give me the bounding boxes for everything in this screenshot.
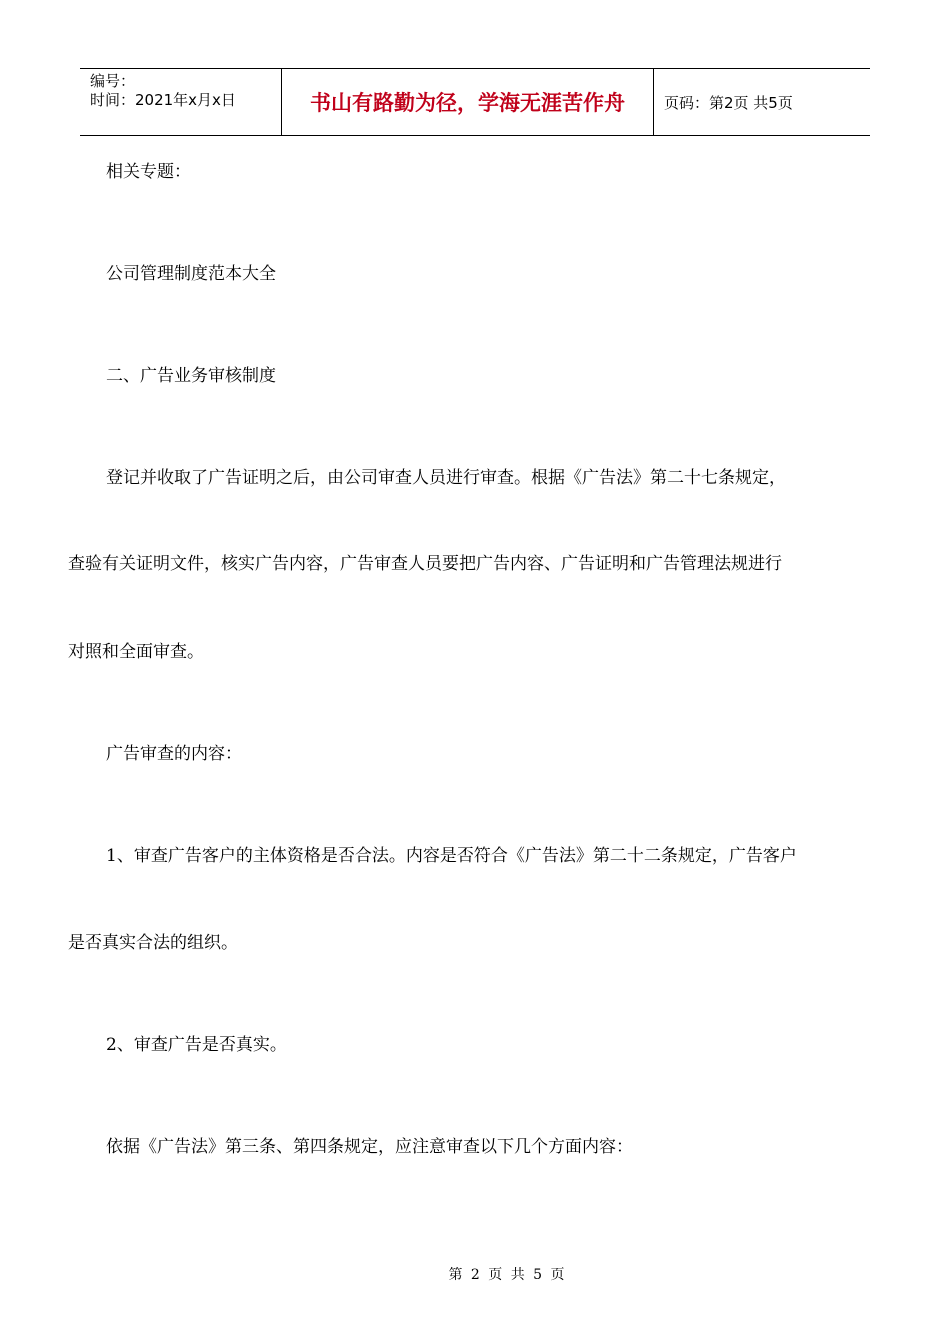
header-meta [80,69,282,135]
paragraph-review-contents: 广告审查的内容： [106,744,242,764]
paragraph-line: 对照和全面审查。 [68,642,204,662]
paragraph-line: 是否真实合法的组织。 [68,933,238,953]
paragraph-related-topics: 相关专题： [106,162,191,182]
document-time: 时间：2021年x月x日 [90,91,236,109]
header-page-info: 页码：第2页 共5页 [664,93,793,112]
paragraph-topic-link: 公司管理制度范本大全 [106,264,276,284]
paragraph-line: 查验有关证明文件，核实广告内容，广告审查人员要把广告内容、广告证明和广告管理法规进行 [68,554,782,574]
document-number: 编号： [90,72,136,90]
header-motto: 书山有路勤为径，学海无涯苦作舟 [282,69,654,135]
paragraph-line: 登记并收取了广告证明之后，由公司审查人员进行审查。根据《广告法》第二十七条规定， [106,468,786,488]
paragraph-line: 1、审查广告客户的主体资格是否合法。内容是否符合《广告法》第二十二条规定，广告客户 [106,846,797,866]
section-heading: 二、广告业务审核制度 [106,366,276,386]
paragraph-item-2: 2、审查广告是否真实。 [106,1035,287,1055]
paragraph-line: 依据《广告法》第三条、第四条规定，应注意审查以下几个方面内容： [106,1137,633,1157]
page-footer: 第 2 页 共 5 页 [448,1267,567,1283]
page-header [80,68,870,136]
